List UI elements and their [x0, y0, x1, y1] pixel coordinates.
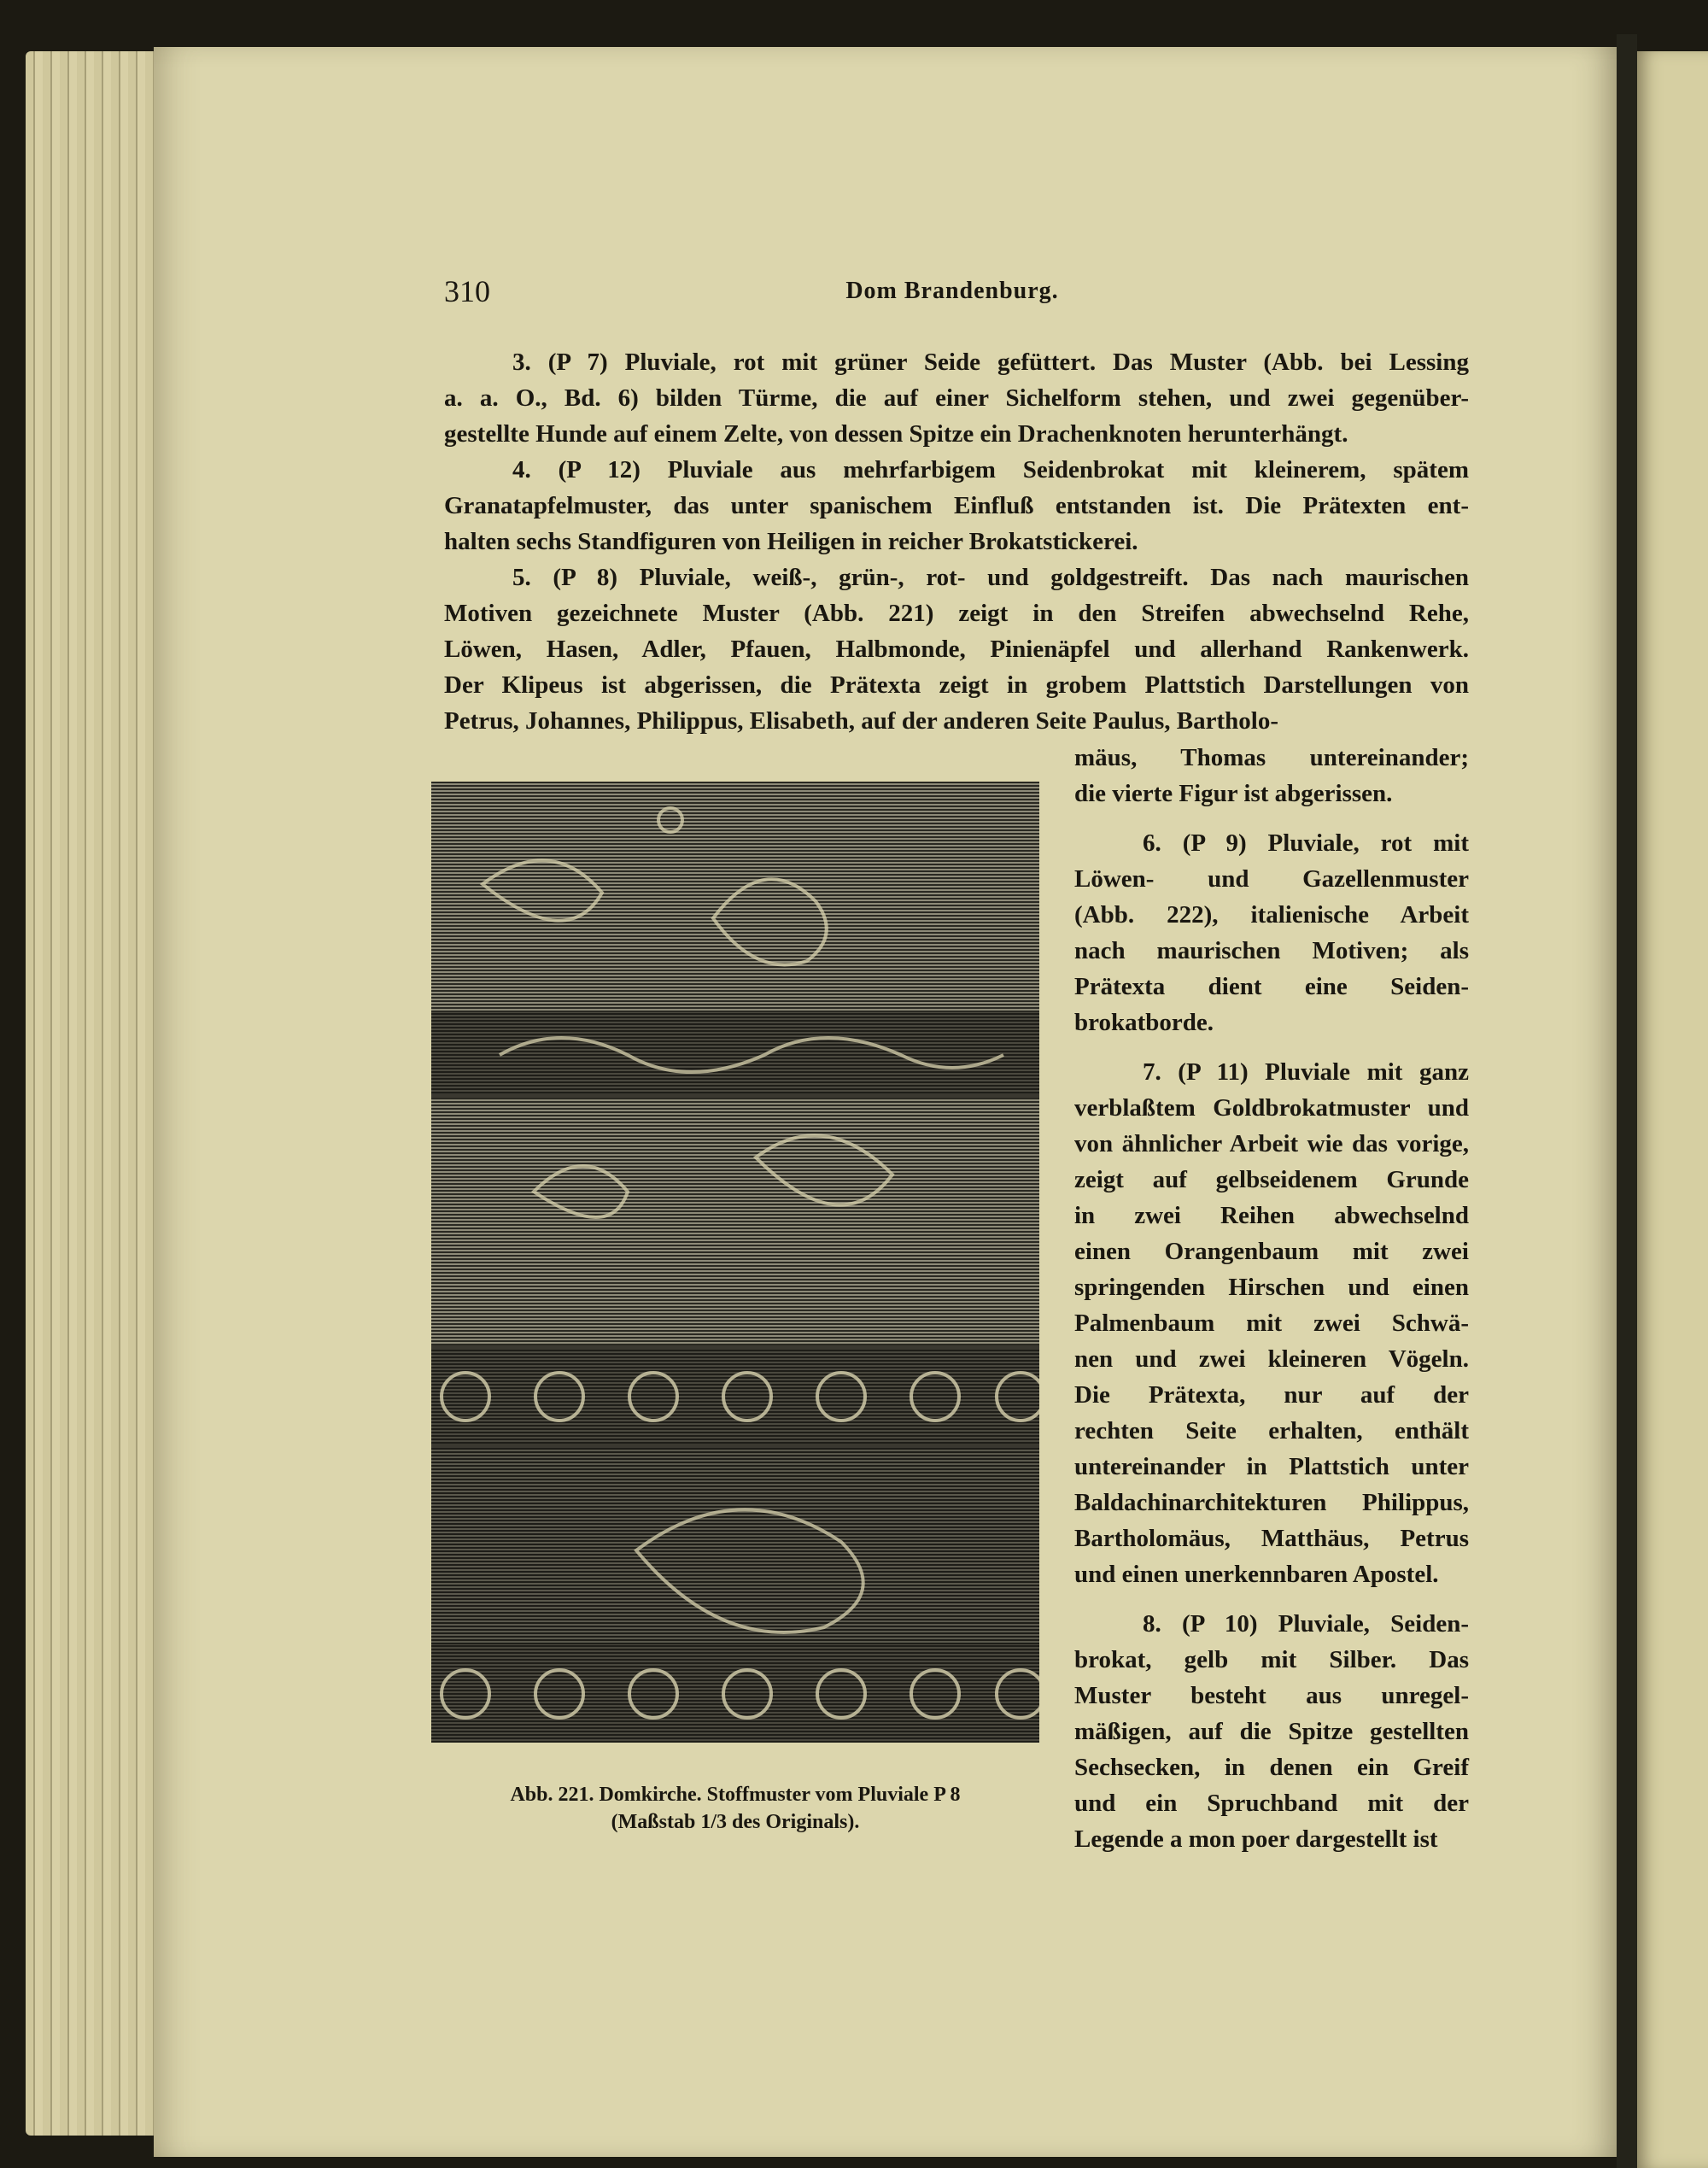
- text-line: brokat, gelb mit Silber. Das: [1074, 1646, 1469, 1673]
- text-line: einen Orangenbaum mit zwei: [1074, 1238, 1469, 1265]
- text-line: rechten Seite erhalten, enthält: [1074, 1417, 1469, 1444]
- text-line: Legende a mon poer dargestellt ist: [1074, 1825, 1438, 1853]
- paragraph: [444, 452, 1469, 560]
- text-line: 5. (P 8) Pluviale, weiß-, grün-, rot- und goldgestreift. Das nach maurischen: [512, 564, 1469, 591]
- facing-page-edge: [1637, 51, 1708, 2168]
- text-line: Petrus, Johannes, Philippus, Elisabeth, auf der anderen Seite Paulus, Bartholo-: [444, 707, 1279, 735]
- paragraph: [1074, 825, 1469, 1040]
- text-line: gestellte Hunde auf einem Zelte, von dessen Spitze ein Drachenknoten herunterhängt.: [444, 420, 1348, 448]
- text-line: 8. (P 10) Pluviale, Seiden-: [1143, 1610, 1469, 1638]
- paragraph: [1074, 740, 1469, 812]
- text-line: mäßigen, auf die Spitze gestellten: [1074, 1718, 1469, 1745]
- text-line: Bartholomäus, Matthäus, Petrus: [1074, 1525, 1469, 1552]
- paragraph: [1074, 1054, 1469, 1592]
- text-line: Prätexta dient eine Seiden-: [1074, 973, 1469, 1000]
- text-line: 7. (P 11) Pluviale mit ganz: [1143, 1058, 1469, 1086]
- text-line: Motiven gezeichnete Muster (Abb. 221) zeigt in den Streifen abwechselnd Rehe,: [444, 600, 1469, 627]
- text-line: von ähnlicher Arbeit wie das vorige,: [1074, 1130, 1469, 1157]
- text-line: nach maurischen Motiven; als: [1074, 937, 1469, 964]
- text-line: Granatapfelmuster, das unter spanischem Einfluß entstanden ist. Die Prätexten ent-: [444, 492, 1469, 519]
- text-line: brokatborde.: [1074, 1009, 1214, 1036]
- text-line: 3. (P 7) Pluviale, rot mit grüner Seide gefüttert. Das Muster (Abb. bei Lessing: [512, 349, 1469, 376]
- page-number: 310: [444, 274, 490, 308]
- text-line: springenden Hirschen und einen: [1074, 1274, 1469, 1301]
- figure-caption: [431, 1781, 1039, 1836]
- text-line: die vierte Figur ist abgerissen.: [1074, 780, 1393, 807]
- text-line: und einen unerkennbaren Apostel.: [1074, 1561, 1439, 1588]
- text-line: verblaßtem Goldbrokatmuster und: [1074, 1094, 1469, 1122]
- fabric-pattern-illustration: [431, 782, 1039, 1743]
- text-line: Palmenbaum mit zwei Schwä-: [1074, 1310, 1469, 1337]
- paragraph: [1074, 1606, 1469, 1857]
- paragraph: [444, 344, 1469, 452]
- text-line: Löwen, Hasen, Adler, Pfauen, Halbmonde, Pinienäpfel und allerhand Rankenwerk.: [444, 636, 1469, 663]
- text-line: und ein Spruchband mit der: [1074, 1790, 1469, 1817]
- text-line: Muster besteht aus unregel-: [1074, 1682, 1469, 1709]
- text-line: nen und zwei kleineren Vögeln.: [1074, 1345, 1469, 1373]
- book-gutter: [1617, 34, 1637, 2168]
- text-line: (Abb. 222), italienische Arbeit: [1074, 901, 1469, 929]
- caption-line-1: Abb. 221. Domkirche. Stoffmuster vom Pluviale P 8: [510, 1784, 961, 1806]
- text-line: Löwen- und Gazellenmuster: [1074, 865, 1469, 893]
- running-title: Dom Brandenburg.: [845, 278, 1059, 304]
- text-line: a. a. O., Bd. 6) bilden Türme, die auf einer Sichelform stehen, und zwei gegenüber-: [444, 384, 1469, 412]
- pattern-motifs: [431, 782, 1039, 1743]
- text-line: 4. (P 12) Pluviale aus mehrfarbigem Seidenbrokat mit kleinerem, spätem: [512, 456, 1469, 483]
- page-stack-edge: [26, 51, 171, 2136]
- text-line: Baldachinarchitekturen Philippus,: [1074, 1489, 1469, 1516]
- text-line: Die Prätexta, nur auf der: [1074, 1381, 1469, 1409]
- text-line: untereinander in Plattstich unter: [1074, 1453, 1469, 1480]
- text-line: Sechsecken, in denen ein Greif: [1074, 1754, 1469, 1781]
- body-text-full-width: [444, 344, 1469, 739]
- text-line: 6. (P 9) Pluviale, rot mit: [1143, 829, 1469, 857]
- text-line: halten sechs Standfiguren von Heiligen in reicher Brokatstickerei.: [444, 528, 1138, 555]
- text-line: Der Klipeus ist abgerissen, die Prätexta zeigt in grobem Plattstich Darstellungen von: [444, 671, 1469, 699]
- text-line: zeigt auf gelbseidenem Grunde: [1074, 1166, 1469, 1193]
- text-line: mäus, Thomas untereinander;: [1074, 744, 1469, 771]
- text-line: in zwei Reihen abwechselnd: [1074, 1202, 1469, 1229]
- body-text-right-column: [1074, 740, 1469, 1857]
- paragraph: [444, 560, 1469, 739]
- caption-line-2: (Maßstab 1/3 des Originals).: [611, 1811, 860, 1833]
